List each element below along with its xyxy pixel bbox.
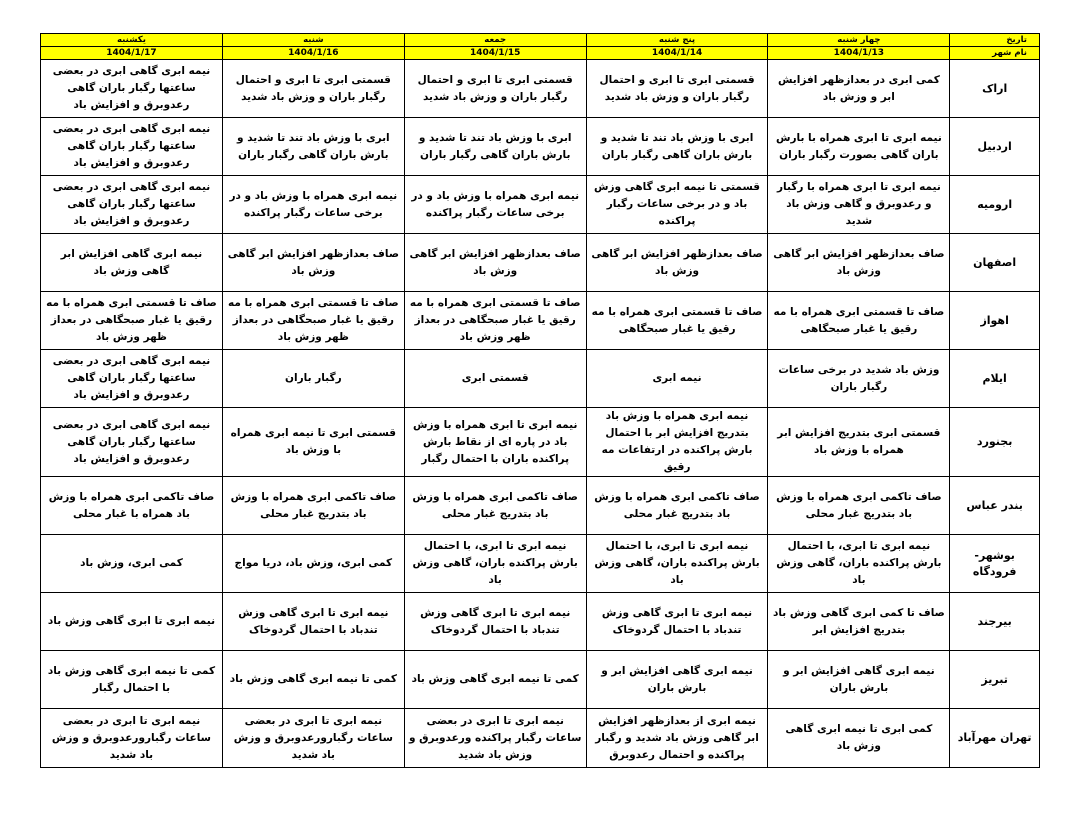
forecast-cell: قسمتی ابری تا نیمه ابری همراه با وزش باد (222, 408, 404, 477)
forecast-cell: صاف تا قسمتی ابری همراه با مه رقیق یا غبار صبحگاهی در بعداز ظهر وزش باد (404, 292, 586, 350)
forecast-cell: قسمتی ابری تا ابری و احتمال رگبار باران و وزش باد شدید (586, 60, 768, 118)
forecast-cell: قسمتی تا نیمه ابری گاهی وزش باد و در برخی ساعات رگبار پراکنده (586, 176, 768, 234)
forecast-cell: نیمه ابری تا ابری در بعضی ساعات رگبار پراکنده ورعدوبرق و وزش باد شدید (404, 709, 586, 768)
forecast-cell: ابری با وزش باد تند تا شدید و بارش باران گاهی رگبار باران (404, 118, 586, 176)
forecast-cell: کمی تا نیمه ابری گاهی وزش باد (404, 651, 586, 709)
table-row (41, 292, 1040, 350)
table-row (41, 477, 1040, 535)
forecast-cell: کمی ابری تا نیمه ابری گاهی وزش باد (768, 709, 950, 768)
forecast-cell: نیمه ابری تا ابری همراه با وزش باد در پاره ای از نقاط بارش پراکنده باران با احتمال رگبار (404, 408, 586, 477)
city-label: نام شهر (950, 47, 1040, 60)
forecast-cell: نیمه ابری تا ابری در بعضی ساعات رگبارورعدوبرق و وزش باد شدید (222, 709, 404, 768)
forecast-cell: نیمه ابری همراه با وزش باد و در برخی ساعات رگبار پراکنده (222, 176, 404, 234)
forecast-cell: قسمتی ابری تا ابری و احتمال رگبار باران و وزش باد شدید (404, 60, 586, 118)
forecast-cell: ابری با وزش باد تند تا شدید و بارش باران گاهی رگبار باران (586, 118, 768, 176)
forecast-cell: نیمه ابری تا ابری در بعضی ساعات رگبارورعدوبرق و وزش باد شدید (41, 709, 223, 768)
forecast-cell: نیمه ابری گاهی ابری در بعضی ساعتها رگبار باران گاهی رعدوبرق و افزایش باد (41, 350, 223, 408)
date-header: 1404/1/14 (586, 47, 768, 60)
forecast-cell: کمی ابری در بعدازظهر افزایش ابر و وزش باد (768, 60, 950, 118)
table-row (41, 651, 1040, 709)
forecast-cell: صاف بعدازظهر افزایش ابر گاهی وزش باد (222, 234, 404, 292)
forecast-cell: صاف بعدازظهر افزایش ابر گاهی وزش باد (404, 234, 586, 292)
forecast-cell: رگبار باران (222, 350, 404, 408)
forecast-cell: قسمتی ابری تا ابری و احتمال رگبار باران و وزش باد شدید (222, 60, 404, 118)
forecast-cell: کمی ابری، وزش باد (41, 535, 223, 593)
city-name: اصفهان (950, 234, 1040, 292)
forecast-cell: نیمه ابری تا ابری، با احتمال بارش پراکنده باران، گاهی وزش باد (586, 535, 768, 593)
city-name: بوشهر- فرودگاه (950, 535, 1040, 593)
forecast-cell: نیمه ابری تا ابری همراه با بارش باران گاهی بصورت رگبار باران (768, 118, 950, 176)
forecast-cell: صاف تاکمی ابری همراه با وزش باد بتدریج غبار محلی (404, 477, 586, 535)
forecast-cell: نیمه ابری همراه با وزش باد بتدریج افزایش ابر با احتمال بارش پراکنده در ارتفاعات مه رقیق (586, 408, 768, 477)
forecast-cell: صاف تا قسمتی ابری همراه با مه رقیق یا غبار صبحگاهی در بعداز ظهر وزش باد (41, 292, 223, 350)
date-header: 1404/1/17 (41, 47, 223, 60)
forecast-cell: صاف تاکمی ابری همراه با وزش باد بتدریج غبار محلی (768, 477, 950, 535)
forecast-cell: نیمه ابری (586, 350, 768, 408)
forecast-cell: کمی تا نیمه ابری گاهی وزش باد (222, 651, 404, 709)
city-name: تهران مهرآباد (950, 709, 1040, 768)
forecast-cell: قسمتی ابری (404, 350, 586, 408)
forecast-cell: صاف تاکمی ابری همراه با وزش باد همراه با غبار محلی (41, 477, 223, 535)
forecast-cell: ابری با وزش باد تند تا شدید و بارش باران گاهی رگبار باران (222, 118, 404, 176)
forecast-cell: نیمه ابری گاهی افزایش ابر و بارش باران (768, 651, 950, 709)
weekday-header: جمعه (404, 34, 586, 47)
weekday-header: پنج شنبه (586, 34, 768, 47)
city-name: تبریز (950, 651, 1040, 709)
forecast-table-body (41, 34, 1040, 768)
weekday-header: شنبه (222, 34, 404, 47)
date-header-row (41, 47, 1040, 60)
city-name: اردبیل (950, 118, 1040, 176)
city-name: بجنورد (950, 408, 1040, 477)
forecast-cell: نیمه ابری گاهی ابری در بعضی ساعتها رگبار باران گاهی رعدوبرق و افزایش باد (41, 118, 223, 176)
date-header: 1404/1/15 (404, 47, 586, 60)
weekday-header-row (41, 34, 1040, 47)
table-row (41, 234, 1040, 292)
forecast-cell: نیمه ابری گاهی ابری در بعضی ساعتها رگبار باران گاهی رعدوبرق و افزایش باد (41, 176, 223, 234)
forecast-cell: صاف تا قسمتی ابری همراه با مه رقیق یا غبار صبحگاهی در بعداز ظهر وزش باد (222, 292, 404, 350)
forecast-cell: نیمه ابری از بعدازظهر افزایش ابر گاهی وزش باد شدید و رگبار پراکنده و احتمال رعدوبرق (586, 709, 768, 768)
forecast-table-container (40, 33, 1040, 768)
table-row (41, 60, 1040, 118)
forecast-cell: صاف تا کمی ابری گاهی وزش باد بتدریج افزایش ابر (768, 593, 950, 651)
forecast-cell: نیمه ابری گاهی ابری در بعضی ساعتها رگبار باران گاهی رعدوبرق و افزایش باد (41, 60, 223, 118)
date-header: 1404/1/13 (768, 47, 950, 60)
forecast-cell: نیمه ابری گاهی افزایش ابر گاهی وزش باد (41, 234, 223, 292)
forecast-cell: صاف تا قسمتی ابری همراه با مه رقیق یا غبار صبحگاهی (586, 292, 768, 350)
forecast-cell: نیمه ابری تا ابری، با احتمال بارش پراکنده باران، گاهی وزش باد (768, 535, 950, 593)
date-header: 1404/1/16 (222, 47, 404, 60)
forecast-cell: نیمه ابری تا ابری همراه با رگبار و رعدوبرق و گاهی وزش باد شدید (768, 176, 950, 234)
forecast-cell: صاف بعدازظهر افزایش ابر گاهی وزش باد (768, 234, 950, 292)
forecast-cell: صاف بعدازظهر افزایش ابر گاهی وزش باد (586, 234, 768, 292)
date-label: تاریخ (950, 34, 1040, 47)
weekday-header: یکشنبه (41, 34, 223, 47)
city-name: بندر عباس (950, 477, 1040, 535)
forecast-cell: صاف تا قسمتی ابری همراه با مه رقیق یا غبار صبحگاهی (768, 292, 950, 350)
forecast-cell: نیمه ابری گاهی ابری در بعضی ساعتها رگبار باران گاهی رعدوبرق و افزایش باد (41, 408, 223, 477)
forecast-cell: وزش باد شدید در برخی ساعات رگبار باران (768, 350, 950, 408)
city-name: ارومیه (950, 176, 1040, 234)
table-row (41, 535, 1040, 593)
forecast-cell: صاف تاکمی ابری همراه با وزش باد بتدریج غبار محلی (222, 477, 404, 535)
weekday-header: چهار شنبه (768, 34, 950, 47)
forecast-cell: نیمه ابری تا ابری گاهی وزش تندباد با احتمال گردوخاک (222, 593, 404, 651)
forecast-cell: نیمه ابری گاهی افزایش ابر و بارش باران (586, 651, 768, 709)
forecast-cell: نیمه ابری تا ابری گاهی وزش تندباد با احتمال گردوخاک (586, 593, 768, 651)
city-name: اراک (950, 60, 1040, 118)
table-row (41, 118, 1040, 176)
city-name: اهواز (950, 292, 1040, 350)
table-row (41, 176, 1040, 234)
forecast-cell: کمی ابری، وزش باد، دریا مواج (222, 535, 404, 593)
forecast-cell: نیمه ابری تا ابری گاهی وزش تندباد با احتمال گردوخاک (404, 593, 586, 651)
city-name: ایلام (950, 350, 1040, 408)
table-row (41, 593, 1040, 651)
forecast-cell: نیمه ابری همراه با وزش باد و در برخی ساعات رگبار پراکنده (404, 176, 586, 234)
table-row (41, 709, 1040, 768)
forecast-cell: قسمتی ابری بتدریج افزایش ابر همراه با وزش باد (768, 408, 950, 477)
weather-forecast-table (40, 33, 1040, 768)
forecast-cell: کمی تا نیمه ابری گاهی وزش باد با احتمال رگبار (41, 651, 223, 709)
table-row (41, 408, 1040, 477)
forecast-cell: صاف تاکمی ابری همراه با وزش باد بتدریج غبار محلی (586, 477, 768, 535)
forecast-cell: نیمه ابری تا ابری، با احتمال بارش پراکنده باران، گاهی وزش باد (404, 535, 586, 593)
city-name: بیرجند (950, 593, 1040, 651)
table-row (41, 350, 1040, 408)
forecast-cell: نیمه ابری تا ابری گاهی وزش باد (41, 593, 223, 651)
